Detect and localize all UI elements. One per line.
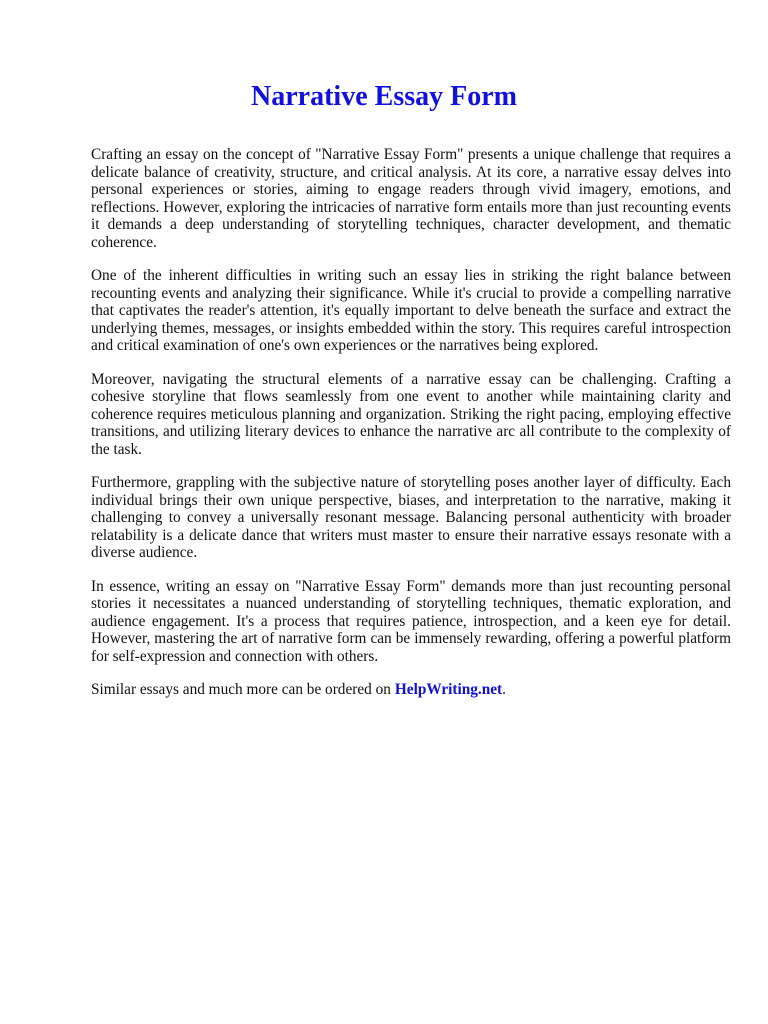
paragraph-1: Crafting an essay on the concept of "Narrative Essay Form" presents a unique challenge that requires a delicate balance of creativity, structure, and critical analysis. At its core, a narrative essay delves into personal experiences or stories, aiming to engage readers through vivid imagery, emotions, and reflections. However, exploring the intricacies of narrative form entails more than just recounting events it demands a deep understanding of storytelling techniques, character development, and thematic coherence. <box>91 146 731 251</box>
document-title: Narrative Essay Form <box>251 81 517 112</box>
footer-text: Similar essays and much more can be ordered on <box>91 681 391 698</box>
paragraph-4: Furthermore, grappling with the subjective nature of storytelling poses another layer of difficulty. Each individual brings their own unique perspective, biases, and interpretation to the narrative, making it challenging to convey a universally resonant message. Balancing personal authenticity with broader relatability is a delicate dance that writers must master to ensure their narrative essays resonate with a diverse audience. <box>91 474 731 561</box>
helpwriting-link[interactable]: HelpWriting.net <box>394 681 503 698</box>
paragraph-2: One of the inherent difficulties in writing such an essay lies in striking the right balance between recounting events and analyzing their significance. While it's crucial to provide a compelling narrative that captivates the reader's attention, it's equally important to delve beneath the surface and extract the underlying themes, messages, or insights embedded within the story. This requires careful introspection and critical examination of one's own experiences or the narratives being explored. <box>91 267 731 354</box>
paragraph-5: In essence, writing an essay on "Narrative Essay Form" demands more than just recounting personal stories it necessitates a nuanced understanding of storytelling techniques, thematic exploration, and audience engagement. It's a process that requires patience, introspection, and a keen eye for detail. However, mastering the art of narrative form can be immensely rewarding, offering a powerful platform for self-expression and connection with others. <box>91 577 731 665</box>
footer-line <box>91 681 731 699</box>
paragraph-3: Moreover, navigating the structural elements of a narrative essay can be challenging. Crafting a cohesive storyline that flows seamlessly from one event to another while maintaining clarity and coherence requires meticulous planning and organization. Striking the right pacing, employing effective transitions, and utilizing literary devices to enhance the narrative arc all contribute to the complexity of the task. <box>91 370 731 458</box>
footer-end-punct: . <box>502 681 506 698</box>
essay-body <box>91 146 731 715</box>
